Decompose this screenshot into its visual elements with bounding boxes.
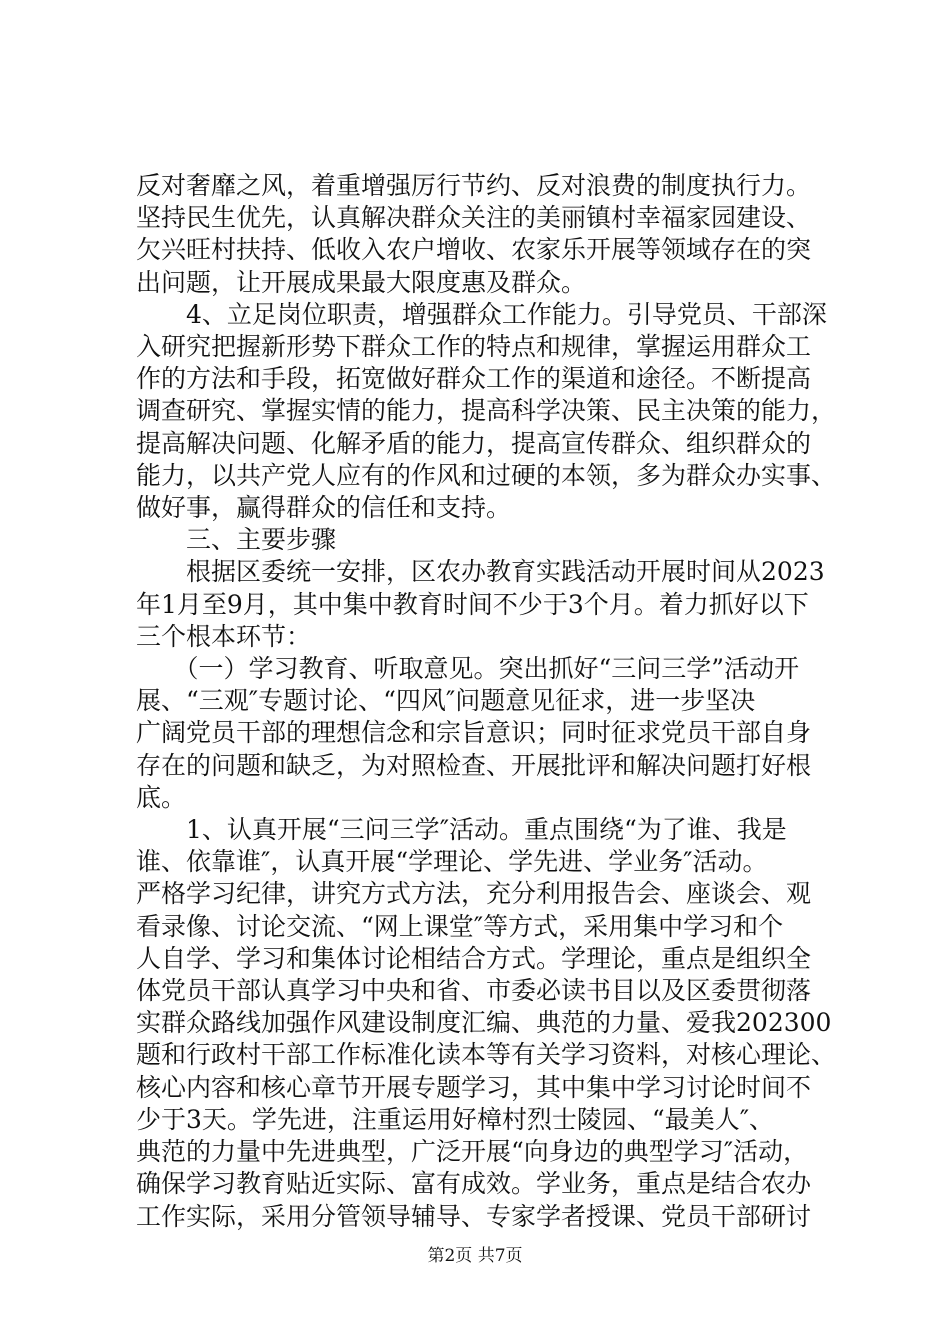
text-line: 三个根本环节： <box>136 621 312 651</box>
text-line: 作的方法和手段，拓宽做好群众工作的渠道和途径。不断提高 <box>136 364 812 394</box>
text-line: 核心内容和核心章节开展专题学习，其中集中学习讨论时间不 <box>136 1072 812 1102</box>
text-line: 三、主要步骤 <box>136 525 337 555</box>
text-line: （一）学习教育、听取意见。突出抓好“三问三学”活动开 <box>136 654 800 684</box>
text-line: 4、立足岗位职责，增强群众工作能力。引导党员、干部深 <box>136 299 827 329</box>
text-line: 调查研究、掌握实情的能力，提高科学决策、民主决策的能力， <box>136 396 837 426</box>
body-text <box>136 170 836 1233</box>
text-line: 谁、依靠谁″，认真开展“学理论、学先进、学业务″活动。 <box>136 847 768 877</box>
text-line: 存在的问题和缺乏，为对照检查、开展批评和解决问题打好根 <box>136 750 812 780</box>
text-line: 展、“三观″专题讨论、“四风″问题意见征求，进一步坚决 <box>136 686 756 716</box>
text-line: 少于3天。学先进，注重运用好樟村烈士陵园、“最美人″、 <box>136 1104 775 1134</box>
text-line: 题和行政村干部工作标准化读本等有关学习资料，对核心理论、 <box>136 1040 837 1070</box>
text-line: 底。 <box>136 782 187 812</box>
text-line: 确保学习教育贴近实际、富有成效。学业务，重点是结合农办 <box>136 1169 812 1199</box>
text-line: 看录像、讨论交流、“网上课堂″等方式，采用集中学习和个 <box>136 911 784 941</box>
text-line: 出问题，让开展成果最大限度惠及群众。 <box>136 267 587 297</box>
text-line: 实群众路线加强作风建设制度汇编、典范的力量、爱我202300 <box>136 1008 832 1038</box>
text-line: 年1月至9月，其中集中教育时间不少于3个月。着力抓好以下 <box>136 589 809 619</box>
text-line: 广阔党员干部的理想信念和宗旨意识；同时征求党员干部自身 <box>136 718 812 748</box>
text-line: 做好事，赢得群众的信任和支持。 <box>136 493 512 523</box>
text-line: 严格学习纪律，讲究方式方法，充分利用报告会、座谈会、观 <box>136 879 812 909</box>
text-line: 根据区委统一安排，区农办教育实践活动开展时间从2023 <box>136 557 825 587</box>
text-line: 提高解决问题、化解矛盾的能力，提高宣传群众、组织群众的 <box>136 428 812 458</box>
text-line: 1、认真开展“三问三学″活动。重点围绕“为了谁、我是 <box>136 815 787 845</box>
text-line: 欠兴旺村扶持、低收入农户增收、农家乐开展等领域存在的突 <box>136 235 812 265</box>
text-line: 能力，以共产党人应有的作风和过硬的本领，多为群众办实事、 <box>136 460 837 490</box>
text-line: 工作实际，采用分管领导辅导、专家学者授课、党员干部研讨 <box>136 1201 812 1231</box>
text-line: 入研究把握新形势下群众工作的特点和规律，掌握运用群众工 <box>136 332 812 362</box>
text-line: 反对奢靡之风，着重增强厉行节约、反对浪费的制度执行力。 <box>136 171 812 200</box>
page-footer: 第2页 共7页 <box>427 1246 523 1266</box>
text-line: 典范的力量中先进典型，广泛开展“向身边的典型学习″活动， <box>136 1137 809 1167</box>
text-line: 人自学、学习和集体讨论相结合方式。学理论，重点是组织全 <box>136 943 812 973</box>
text-line: 坚持民生优先，认真解决群众关注的美丽镇村幸福家园建设、 <box>136 203 812 233</box>
text-line: 体党员干部认真学习中央和省、市委必读书目以及区委贯彻落 <box>136 976 812 1006</box>
